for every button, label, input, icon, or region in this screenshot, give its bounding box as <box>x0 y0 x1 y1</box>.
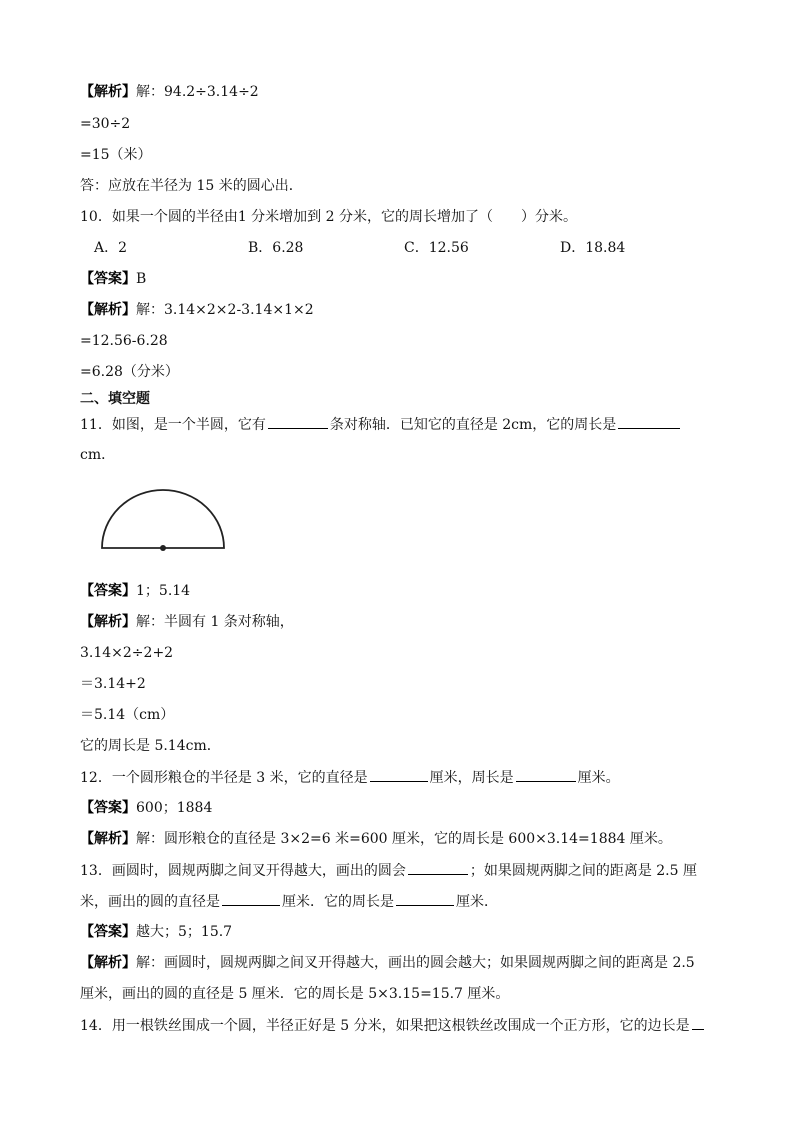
answer-blank[interactable] <box>268 414 328 429</box>
calc-line: =12.56-6.28 <box>80 333 168 349</box>
answer-tag: 【答案】 <box>80 800 136 816</box>
answer-line: 答：应放在半径为 15 米的圆心出． <box>80 178 303 194</box>
section-heading: 二、填空题 <box>80 391 150 407</box>
analysis-line <box>80 953 695 973</box>
answer-blank[interactable] <box>408 860 468 875</box>
analysis-tag: 【解析】 <box>80 955 136 971</box>
question-text: 厘米．它的周长是 <box>282 894 394 910</box>
question-text: ；如果圆规两脚之间的距离是 2.5 厘 <box>469 863 697 879</box>
question-11-cont: cm． <box>80 447 116 463</box>
analysis-line <box>80 300 314 320</box>
answer-text: B <box>136 271 147 287</box>
answer-line <box>80 581 190 601</box>
calc-line: 3.14×2÷2+2 <box>80 645 174 661</box>
calc-line: ＝5.14（cm） <box>80 707 175 723</box>
analysis-text: 解：94.2÷3.14÷2 <box>136 84 259 100</box>
question-13-cont <box>80 891 498 912</box>
answer-blank[interactable] <box>396 891 454 906</box>
question-text: 14．用一根铁丝围成一个圆，半径正好是 5 分米，如果把这根铁丝改围成一个正方形，它的边长是 <box>80 1018 690 1034</box>
question-text: 米，画出的圆的直径是 <box>80 894 220 910</box>
question-14 <box>80 1015 706 1036</box>
answer-tag: 【答案】 <box>80 924 136 940</box>
answer-text: 1；5.14 <box>136 583 191 599</box>
question-text: 11．如图，是一个半圆，它有 <box>80 417 266 433</box>
option-b: B．6.28 <box>248 240 304 256</box>
answer-blank[interactable] <box>516 767 576 782</box>
question-13 <box>80 860 697 881</box>
option-a: A．2 <box>94 240 128 256</box>
question-10: 10．如果一个圆的半径由1 分米增加到 2 分米，它的周长增加了（ ）分米。 <box>80 209 577 225</box>
answer-tag: 【答案】 <box>80 271 136 287</box>
center-dot <box>160 545 166 551</box>
analysis-line <box>80 612 294 632</box>
analysis-tag: 【解析】 <box>80 84 136 100</box>
analysis-line <box>80 829 672 849</box>
calc-line: =15（米） <box>80 147 152 163</box>
calc-line: =30÷2 <box>80 116 131 132</box>
question-12 <box>80 767 620 788</box>
calc-line: =6.28（分米） <box>80 364 179 380</box>
answer-text: 600；1884 <box>136 800 213 816</box>
calc-line: ＝3.14+2 <box>80 676 146 692</box>
answer-text: 越大；5；15.7 <box>136 924 233 940</box>
answer-line <box>80 922 232 942</box>
answer-blank[interactable] <box>222 891 280 906</box>
analysis-text: 解：画圆时，圆规两脚之间叉开得越大，画出的圆会越大；如果圆规两脚之间的距离是 2.5 <box>136 955 695 971</box>
question-text: 条对称轴．已知它的直径是 2cm，它的周长是 <box>329 417 617 433</box>
answer-blank[interactable] <box>618 414 680 429</box>
analysis-line <box>80 82 259 102</box>
question-text: 厘米，周长是 <box>429 770 514 786</box>
question-text: 12．一个圆形粮仓的半径是 3 米，它的直径是 <box>80 770 368 786</box>
calc-line: 它的周长是 5.14cm． <box>80 738 221 754</box>
analysis-text: 解：3.14×2×2-3.14×1×2 <box>136 302 314 318</box>
option-d: D．18.84 <box>560 240 626 256</box>
analysis-tag: 【解析】 <box>80 614 136 630</box>
semicircle-figure <box>96 482 230 554</box>
question-text: 厘米。 <box>577 770 620 786</box>
analysis-tag: 【解析】 <box>80 831 136 847</box>
answer-blank[interactable] <box>370 767 428 782</box>
analysis-tag: 【解析】 <box>80 302 136 318</box>
answer-tag: 【答案】 <box>80 583 136 599</box>
analysis-text: 解：半圆有 1 条对称轴， <box>136 614 294 630</box>
answer-line <box>80 269 146 289</box>
calc-line: 厘米，画出的圆的直径是 5 厘米．它的周长是 5×3.15=15.7 厘米。 <box>80 986 510 1002</box>
question-text: 厘米． <box>456 894 498 910</box>
answer-blank[interactable] <box>692 1015 704 1030</box>
answer-line <box>80 798 212 818</box>
question-11 <box>80 414 682 435</box>
analysis-text: 解：圆形粮仓的直径是 3×2=6 米=600 厘米，它的周长是 600×3.14=1884 厘米。 <box>136 831 672 847</box>
option-c: C．12.56 <box>404 240 469 256</box>
semicircle-shape <box>102 490 224 548</box>
question-text: 13．画圆时，圆规两脚之间叉开得越大，画出的圆会 <box>80 863 406 879</box>
